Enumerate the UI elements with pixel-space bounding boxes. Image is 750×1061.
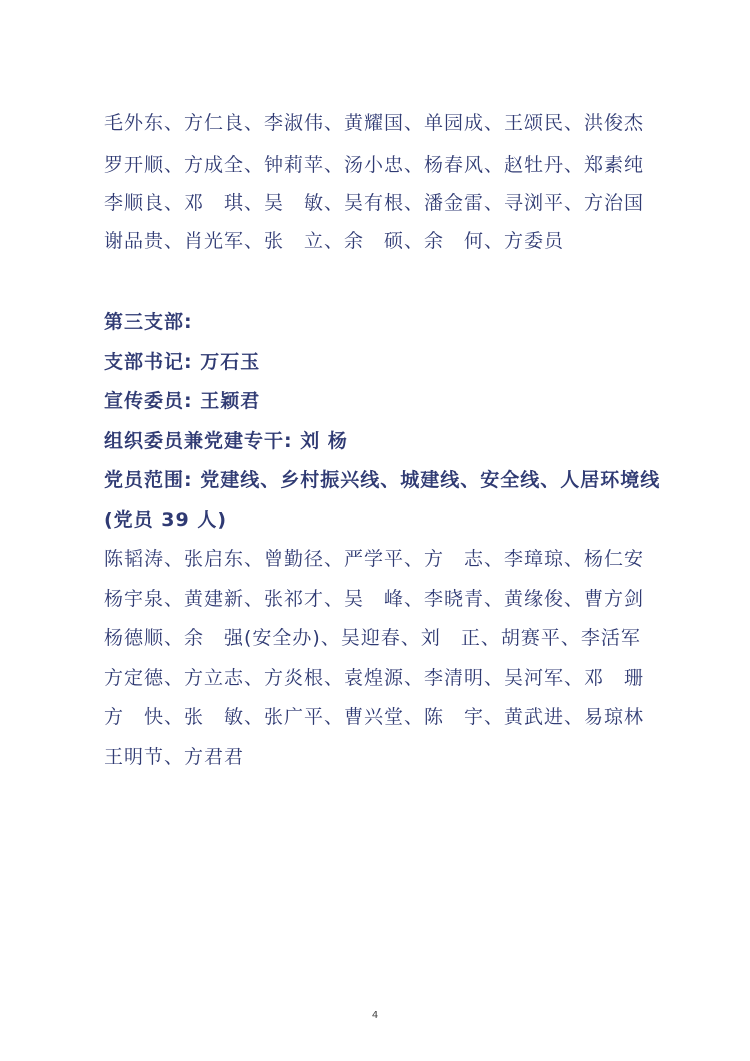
member-list-line: 杨德顺、余 强(安全办)、吴迎春、刘 正、胡赛平、李活军: [104, 627, 641, 649]
branch-heading: 第三支部:: [104, 311, 193, 333]
member-list-line: 罗开顺、方成全、钟莉苹、汤小忠、杨春风、赵牡丹、郑素纯: [104, 154, 645, 176]
page-number: 4: [371, 1010, 379, 1021]
member-list-line: 谢品贵、肖光军、张 立、余 硕、余 何、方委员: [104, 230, 565, 252]
member-scope: 党员范围: 党建线、乡村振兴线、城建线、安全线、人居环境线: [104, 469, 661, 491]
member-count: (党员 39 人): [104, 509, 228, 531]
propaganda-member: 宣传委员: 王颖君: [104, 390, 261, 412]
branch-secretary: 支部书记: 万石玉: [104, 351, 261, 373]
member-list-line: 方定德、方立志、方炎根、袁煌源、李清明、吴河军、邓 珊: [104, 667, 645, 689]
member-list-line: 王明节、方君君: [104, 746, 245, 768]
member-list-line: 李顺良、邓 琪、吴 敏、吴有根、潘金雷、寻浏平、方治国: [104, 192, 645, 214]
member-list-line: 方 快、张 敏、张广平、曹兴堂、陈 宇、黄武进、易琼林: [104, 706, 645, 728]
member-list-line: 陈韬涛、张启东、曾勤径、严学平、方 志、李璋琼、杨仁安: [104, 548, 645, 570]
organization-member: 组织委员兼党建专干: 刘 杨: [104, 430, 348, 452]
member-list-line: 杨宇泉、黄建新、张祁才、吴 峰、李晓青、黄缘俊、曹方剑: [104, 588, 645, 610]
member-list-line: 毛外东、方仁良、李淑伟、黄耀国、单园成、王颂民、洪俊杰: [104, 112, 645, 134]
